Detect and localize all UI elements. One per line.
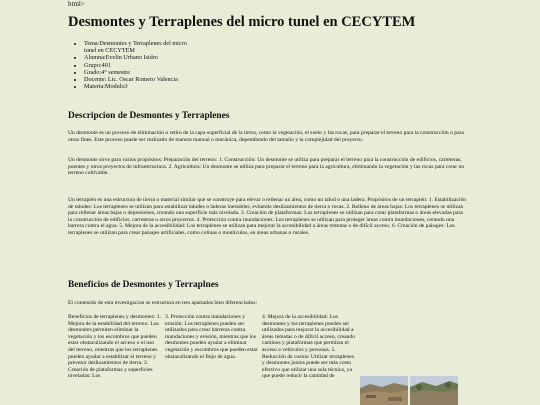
meta-item-grade: • Grado:4° semestre [84, 69, 194, 76]
meta-item-student: • Alumna:Evelin Urbano Isidro [84, 54, 194, 61]
benefits-column-1: Beneficios de terraplenes y desmontes: 1. Mejora de la estabilidad del terreno: Los desmontes permiten eliminar la vegetación y los escombros que pueden estar obstaculizando el acceso o el uso del terreno, mientras que los terraplenes pueden ayudar a estabilizar el terreno y prevenir deslizamientos de tierra. 2. Creación de plataformas y superficies niveladas: Los [68, 314, 161, 380]
paragraph-desmonte-purposes: Un desmonte sirve para varios propósitos: Preparación del terreno: 1. Construcción: Un desmonte se utiliza para preparar el terreno para la construcción de edificios, carreteras, puentes y otros proyectos de infraestructura. 2. Agricultura: Un desmonte se utiliza para preparar el terreno para la agricultura, eliminando la vegetación y las rocas para crear un terreno cultivable. [68, 157, 465, 177]
section-heading-description: Descripcion de Desmontes y Terraplenes [68, 111, 230, 121]
section-heading-benefits: Beneficios de Desmontes y Terraplnes [68, 280, 219, 290]
paragraph-desmonte-definition: Un desmonte es un proceso de eliminación o retiro de la capa superficial de la tierra, como la vegetación, el suelo y las rocas, para preparar el terreno para la construcción o para otros fines. Este proceso puede ser realizado de manera manual o mecánica, dependiendo del tamaño y la complejidad del proyecto. [68, 130, 464, 143]
benefits-column-2: 3. Protección contra inundaciones y erosión: Los terraplenes pueden ser utilizados para crear barreras contra inundaciones y erosión, mientras que los desmontes pueden ayudar a eliminar vegetación y escombros que pueden estar obstaculizando el flujo de agua. [165, 314, 258, 360]
construction-site-photo [360, 376, 408, 405]
meta-item-subject: • Materia:Modulo3 [84, 83, 194, 90]
metadata-list [68, 40, 194, 90]
page-title: Desmontes y Terraplenes del micro tunel en CECYTEM [68, 14, 416, 30]
meta-item-teacher: • Docente: Lic. Oscar Romero Valencia [84, 76, 194, 83]
paragraph-benefits-intro: El contenido de esta investigacion se estructura en tres apartados bien diferenciados: [68, 300, 258, 306]
meta-item-group: • Grupo:401 [84, 62, 194, 69]
benefits-column-3: 4. Mejora de la accesibilidad: Los desmontes y los terraplenes pueden ser utilizados para mejorar la accesibilidad a áreas remotas o de difícil acceso, creando caminos y plataformas que permitan el acceso a vehículos y personas. 5. Reducción de costos: Utilizar terraplenes y desmontes juntos puede ser más costo efectivo que utilizar una sola técnica, ya que puede reducir la cantidad de [262, 314, 356, 380]
meta-item-topic: • Tema:Desmontes y Terraplenes del micro tunel en CECYTEM [84, 40, 194, 54]
raw-html-tag-text: html> [68, 0, 85, 8]
terrain-photo [410, 376, 458, 405]
paragraph-terraplen-purposes: Un terraplén es una estructura de tierra o material similar que se construye para elevar o rellenar un área, como un talud o una ladera. Propósitos de un terraplén: 1. Estabilización de taludes: Los terraplenes se utilizan para estabilizar taludes o laderas inestables, evitando deslizamientos de tierra o rocas. 2. Relleno de áreas bajas: Los terraplenes se utilizan para rellenar áreas bajas o depresiones, creando una superficie más nivelada. 3. Creación de plataformas: Los terraplenes se utilizan para crear plataformas o áreas elevadas para la construcción de edificios, carreteras u otros proyectos. 4. Protección contra inundaciones: Los terraplenes se utilizan para proteger áreas contra inundaciones, creando una barrera contra el agua. 5. Mejora de la accesibilidad: Los terraplenes se utilizan para mejorar la accesibilidad a áreas remotas o de difícil acceso. 6. Creación de paisajes: Los terraplenes se utilizan para crear paisajes artificiales, como colinas o montículos, en áreas urbanas o rurales. [68, 197, 467, 236]
